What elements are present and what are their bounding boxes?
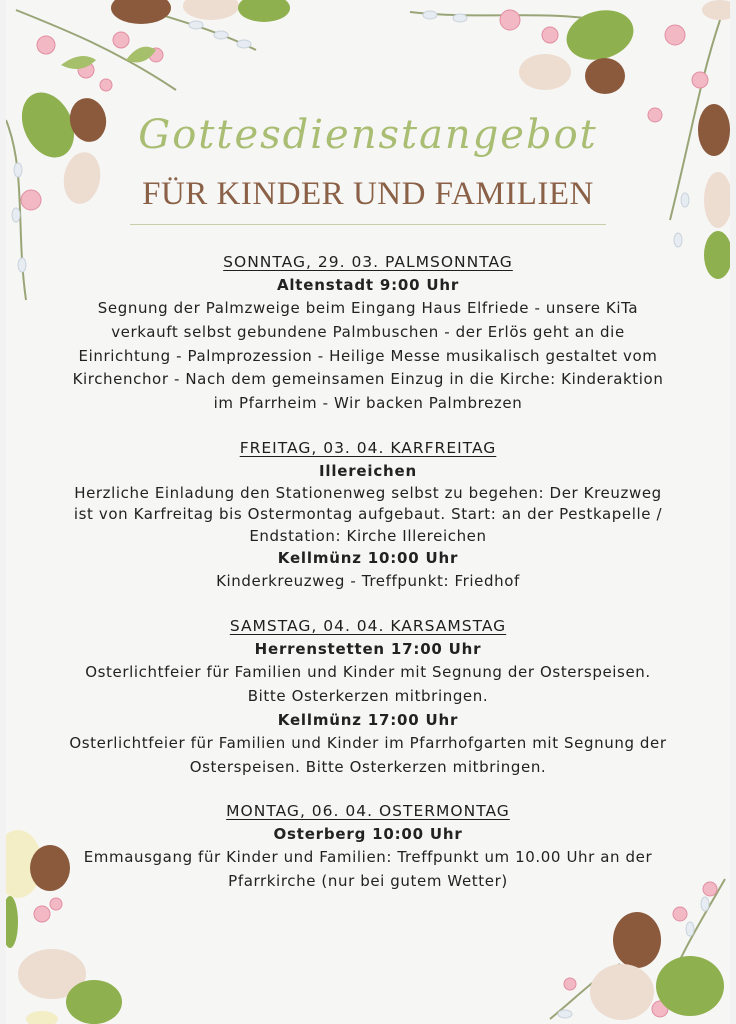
section-karsamstag [66, 614, 670, 779]
location-time: Kellmünz 17:00 Uhr [277, 710, 459, 729]
main-title: FÜR KINDER UND FAMILIEN [142, 176, 594, 212]
section-palmsonntag [66, 250, 670, 416]
location-time: Altenstadt 9:00 Uhr [276, 276, 460, 294]
section-ostermontag [66, 799, 670, 894]
script-title: Gottesdienstangebot [138, 112, 598, 158]
event-description: Osterlichtfeier für Familien und Kinder im Pfarrhofgarten mit Segnung der Osterspeisen. Bitte Osterkerzen mitbringen. [69, 733, 667, 776]
event-description: Herzliche Einladung den Stationenweg selbst zu begehen: Der Kreuzweg ist von Karfreitag bis Ostermontag aufgebaut. Start: an der Pestkapelle / Endstation: Kirche Illereichen [73, 483, 663, 545]
location-time: Herrenstetten 17:00 Uhr [254, 640, 482, 659]
section-heading: MONTAG, 06. 04. OSTERMONTAG [226, 802, 510, 821]
section-heading: FREITAG, 03. 04. KARFREITAG [239, 438, 497, 457]
location-time: Osterberg 10:00 Uhr [273, 825, 463, 844]
event-description: Osterlichtfeier für Familien und Kinder mit Segnung der Osterspeisen. Bitte Osterkerzen mitbringen. [85, 663, 651, 706]
service-list [66, 250, 670, 914]
easter-egg-icon [111, 0, 171, 24]
section-heading: SONNTAG, 29. 03. PALMSONNTAG [223, 253, 513, 271]
section-heading: SAMSTAG, 04. 04. KARSAMSTAG [229, 617, 507, 636]
location-time: Kellmünz 10:00 Uhr [277, 549, 459, 568]
easter-egg-icon [183, 0, 239, 20]
event-description: Emmausgang für Kinder und Familien: Treffpunkt um 10.00 Uhr an der Pfarrkirche (nur bei gutem Wetter) [83, 848, 653, 891]
location-time: Illereichen [319, 461, 417, 480]
section-karfreitag [66, 436, 670, 594]
event-description: Segnung der Palmzweige beim Eingang Haus Elfriede - unsere KiTa verkauft selbst gebundene Palmbuschen - der Erlös geht an die Einrichtung - Palmprozession - Heilige Messe musikalisch gestaltet vom Kirchenchor - Nach dem gemeinsamen Einzug in die Kirche: Kinderaktion im Pfarrheim - Wir backen Palmbrezen [72, 299, 664, 413]
title-divider [130, 224, 606, 225]
flyer-page [6, 0, 730, 1024]
event-description: Kinderkreuzweg - Treffpunkt: Friedhof [216, 572, 520, 591]
easter-egg-icon [238, 0, 290, 22]
